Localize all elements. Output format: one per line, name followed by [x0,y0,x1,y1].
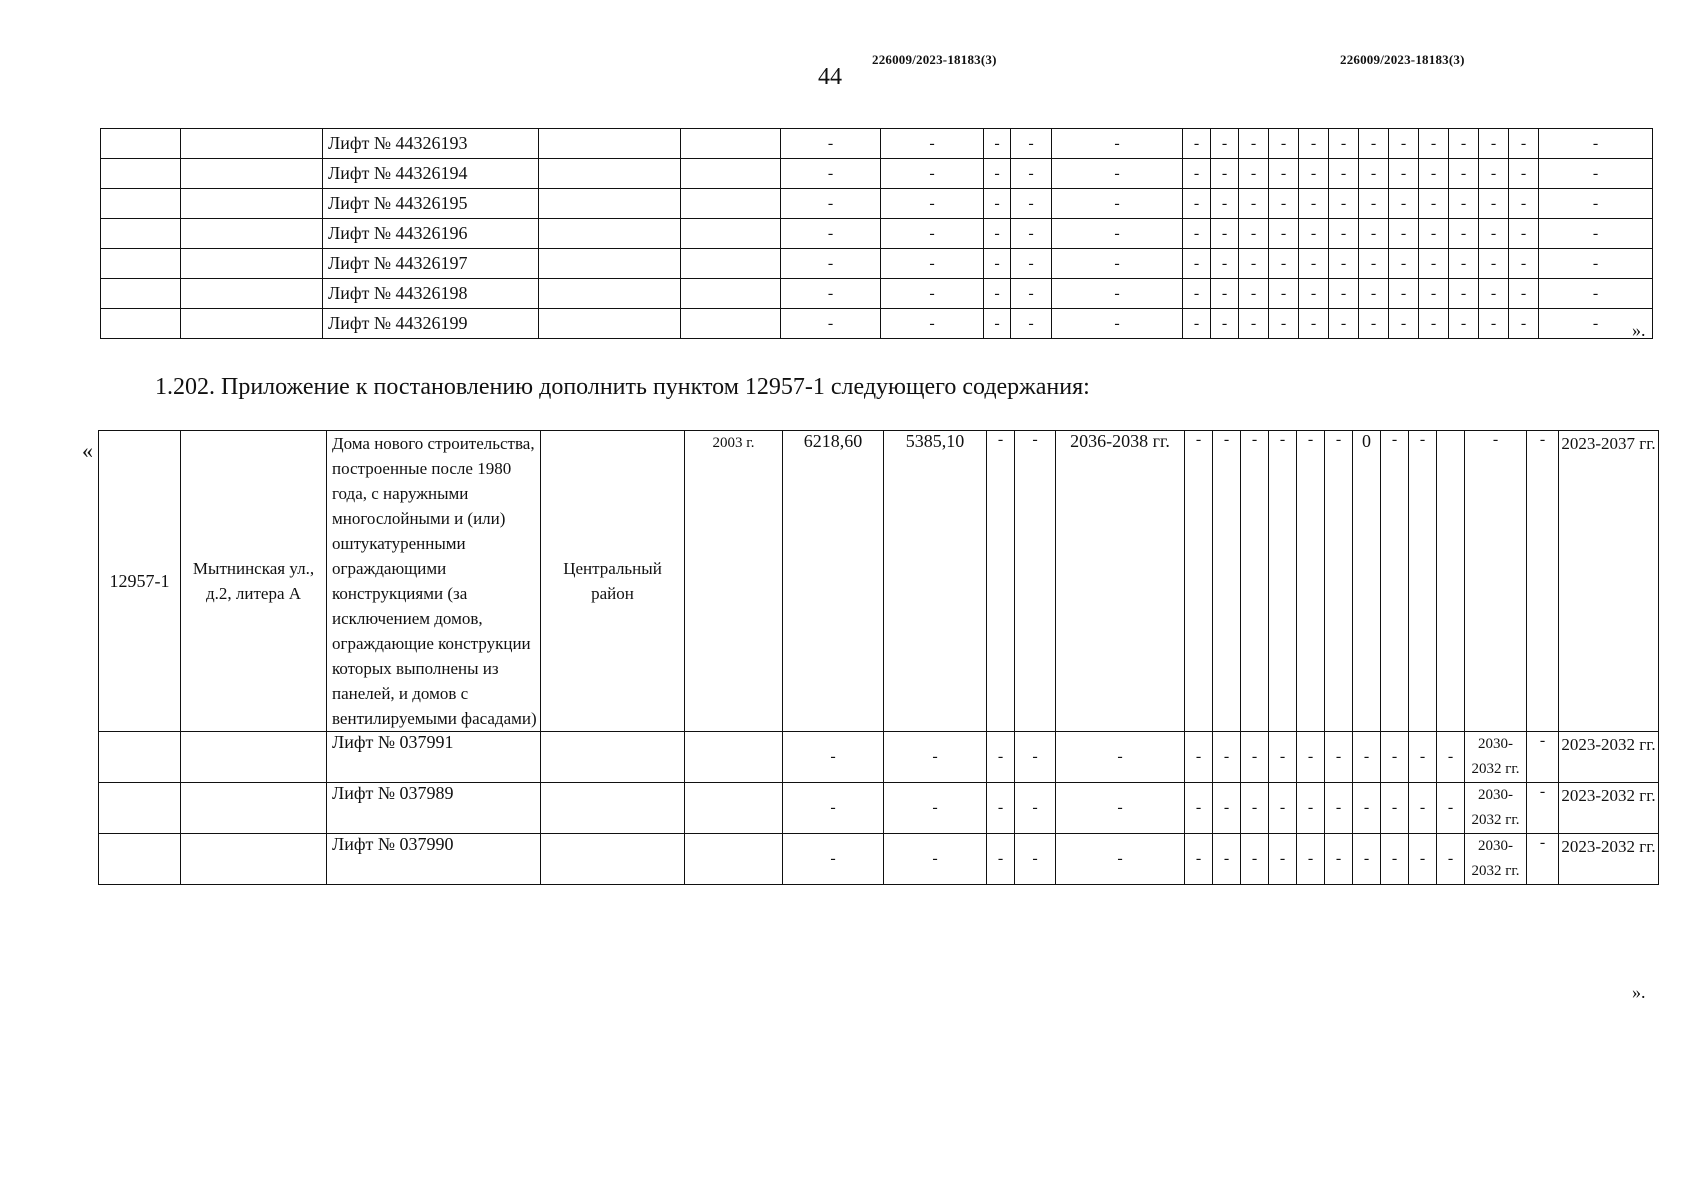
dash-cell: - [1329,249,1359,279]
dash-cell: - [1241,732,1269,783]
empty-cell [181,834,327,885]
dash-cell: - [1359,219,1389,249]
dash-cell: - [881,279,984,309]
empty-cell [99,783,181,834]
dash-cell: - [1056,834,1185,885]
dash-cell: - [1359,249,1389,279]
empty-cell [681,309,781,339]
dash-cell: - [1297,783,1325,834]
lift-row [101,249,1653,279]
dash-cell: - [1409,732,1437,783]
empty-cell [539,219,681,249]
dash-cell: - [1052,309,1183,339]
dash-cell: - [1183,279,1211,309]
dash-cell: - [1359,159,1389,189]
dash-cell: - [984,129,1011,159]
item-building-type: Дома нового строительства, построенные после 1980 года, с наружными многослойными и (или) оштукатуренными ограждающими конструкциями (за исключением домов, ограждающие конструкции которых выполнены из панелей, и домов с вентилируемыми фасадами) [327,431,541,732]
empty-cell [1437,431,1465,732]
dash-cell: - [1449,309,1479,339]
dash-cell: - [1299,129,1329,159]
dash-cell: - [1269,159,1299,189]
dash-cell: - [1269,219,1299,249]
dash-cell: - [1183,129,1211,159]
lift-name: Лифт № 44326194 [323,159,539,189]
dash-cell: - [1539,249,1653,279]
lift-period-a: 2030-2032 гг. [1465,834,1527,885]
dash-cell: - [1449,189,1479,219]
dash-cell: - [1299,159,1329,189]
dash-cell: - [1269,189,1299,219]
dash-cell: - [1329,279,1359,309]
empty-cell [539,189,681,219]
dash-cell: - [1449,219,1479,249]
dash-cell: - [1419,189,1449,219]
dash-cell: - [1269,834,1297,885]
dash-cell: - [1381,834,1409,885]
dash-cell: - [1299,219,1329,249]
dash-cell: - [1527,783,1559,834]
empty-cell [681,219,781,249]
document-id-left: 226009/2023-18183(3) [872,52,997,67]
dash-cell: - [1479,129,1509,159]
empty-cell [685,732,783,783]
dash-cell: - [1539,309,1653,339]
dash-cell: - [781,279,881,309]
dash-cell: - [1479,219,1509,249]
empty-cell [181,159,323,189]
dash-cell: - [1211,279,1239,309]
dash-cell: - [1479,249,1509,279]
dash-cell: - [1269,279,1299,309]
dash-cell: - [1449,159,1479,189]
dash-cell: - [781,309,881,339]
dash-cell: - [881,309,984,339]
dash-cell: - [1052,249,1183,279]
dash-cell: - [1185,431,1213,732]
lift-row [99,834,1659,885]
dash-cell: - [1479,159,1509,189]
dash-cell: - [1211,219,1239,249]
lift-name: Лифт № 44326197 [323,249,539,279]
dash-cell: - [881,189,984,219]
dash-cell: - [1015,783,1056,834]
dash-cell: - [1329,159,1359,189]
dash-cell: - [1015,431,1056,732]
empty-cell [685,783,783,834]
lift-name: Лифт № 44326199 [323,309,539,339]
dash-cell: - [1011,279,1052,309]
lift-name: Лифт № 44326198 [323,279,539,309]
dash-cell: - [1539,219,1653,249]
dash-cell: - [1241,783,1269,834]
dash-cell: - [1239,249,1269,279]
dash-cell: - [1052,279,1183,309]
dash-cell: - [1213,834,1241,885]
empty-cell [101,279,181,309]
dash-cell: - [1381,431,1409,732]
dash-cell: - [1539,129,1653,159]
dash-cell: - [1359,309,1389,339]
empty-cell [99,834,181,885]
dash-cell: - [1299,249,1329,279]
lift-name: Лифт № 44326196 [323,219,539,249]
dash-cell: - [1359,189,1389,219]
dash-cell: - [1011,129,1052,159]
dash-cell: - [1183,309,1211,339]
dash-cell: - [987,783,1015,834]
dash-cell: - [1213,732,1241,783]
dash-cell: - [881,249,984,279]
dash-cell: - [984,189,1011,219]
empty-cell [181,219,323,249]
dash-cell: - [1211,129,1239,159]
lift-row [101,159,1653,189]
dash-cell: - [1211,189,1239,219]
dash-cell: - [984,279,1011,309]
dash-cell: - [1297,834,1325,885]
lift-row [101,189,1653,219]
dash-cell: - [1465,431,1527,732]
dash-cell: - [1183,159,1211,189]
lift-period-b: 2023-2032 гг. [1559,834,1659,885]
dash-cell: - [1325,431,1353,732]
dash-cell: - [1527,431,1559,732]
empty-cell [181,732,327,783]
dash-cell: - [1299,279,1329,309]
dash-cell: - [1269,783,1297,834]
empty-cell [181,783,327,834]
dash-cell: - [1419,159,1449,189]
dash-cell: - [1297,732,1325,783]
dash-cell: - [1299,189,1329,219]
empty-cell [101,159,181,189]
dash-cell: - [984,219,1011,249]
dash-cell: - [1479,279,1509,309]
empty-cell [685,834,783,885]
item-area-total: 6218,60 [783,431,884,732]
dash-cell: - [1381,732,1409,783]
dash-cell: - [884,834,987,885]
dash-cell: - [1011,189,1052,219]
dash-cell: - [881,219,984,249]
dash-cell: - [1213,431,1241,732]
dash-cell: - [781,249,881,279]
dash-cell: - [1211,309,1239,339]
dash-cell: - [1509,279,1539,309]
dash-cell: - [1011,249,1052,279]
dash-cell: - [1269,431,1297,732]
empty-cell [541,732,685,783]
dash-cell: - [1269,129,1299,159]
dash-cell: - [1239,219,1269,249]
dash-cell: - [1239,129,1269,159]
dash-cell: - [1389,159,1419,189]
dash-cell: - [1479,189,1509,219]
lift-period-b: 2023-2032 гг. [1559,732,1659,783]
dash-cell: - [1056,783,1185,834]
dash-cell: - [1052,219,1183,249]
dash-cell: - [1479,309,1509,339]
dash-cell: - [1509,159,1539,189]
section-paragraph: 1.202. Приложение к постановлению дополнить пунктом 12957-1 следующего содержания: [155,374,1090,400]
dash-cell: - [1389,129,1419,159]
empty-cell [541,834,685,885]
lift-name: Лифт № 44326195 [323,189,539,219]
dash-cell: - [884,732,987,783]
empty-cell [181,129,323,159]
dash-cell: - [1539,279,1653,309]
empty-cell [539,129,681,159]
lift-row [101,279,1653,309]
dash-cell: - [1389,279,1419,309]
dash-cell: - [1185,732,1213,783]
page-number: 44 [818,64,842,90]
zero-cell: 0 [1353,431,1381,732]
dash-cell: - [984,309,1011,339]
dash-cell: - [1329,189,1359,219]
dash-cell: - [1539,159,1653,189]
dash-cell: - [1239,159,1269,189]
dash-cell: - [1359,279,1389,309]
dash-cell: - [1419,309,1449,339]
dash-cell: - [1269,732,1297,783]
dash-cell: - [987,834,1015,885]
dash-cell: - [1353,834,1381,885]
dash-cell: - [1409,834,1437,885]
lift-row [101,309,1653,339]
dash-cell: - [1052,159,1183,189]
item-period: 2036-2038 гг. [1056,431,1185,732]
dash-cell: - [1241,834,1269,885]
empty-cell [99,732,181,783]
dash-cell: - [1239,309,1269,339]
dash-cell: - [1183,189,1211,219]
dash-cell: - [1409,783,1437,834]
dash-cell: - [781,129,881,159]
lift-name: Лифт № 037989 [327,783,541,834]
dash-cell: - [881,129,984,159]
empty-cell [181,189,323,219]
dash-cell: - [781,159,881,189]
dash-cell: - [1239,189,1269,219]
empty-cell [681,159,781,189]
dash-cell: - [1509,219,1539,249]
dash-cell: - [781,219,881,249]
dash-cell: - [1299,309,1329,339]
dash-cell: - [1241,431,1269,732]
empty-cell [681,249,781,279]
dash-cell: - [1389,219,1419,249]
empty-cell [101,129,181,159]
dash-cell: - [987,431,1015,732]
lift-period-b: 2023-2032 гг. [1559,783,1659,834]
empty-cell [539,309,681,339]
dash-cell: - [1409,431,1437,732]
dash-cell: - [1015,834,1056,885]
empty-cell [539,249,681,279]
empty-cell [101,219,181,249]
table2-main-row [99,431,1659,732]
dash-cell: - [1527,834,1559,885]
empty-cell [541,783,685,834]
dash-cell: - [1437,783,1465,834]
empty-cell [181,249,323,279]
table2-closing-quote: ». [1632,982,1646,1002]
dash-cell: - [1325,834,1353,885]
empty-cell [539,279,681,309]
lift-name: Лифт № 44326193 [323,129,539,159]
dash-cell: - [1052,129,1183,159]
dash-cell: - [1329,129,1359,159]
dash-cell: - [881,159,984,189]
dash-cell: - [884,783,987,834]
lift-row [99,732,1659,783]
dash-cell: - [781,189,881,219]
dash-cell: - [1329,309,1359,339]
dash-cell: - [1297,431,1325,732]
empty-cell [681,279,781,309]
dash-cell: - [1269,309,1299,339]
table2-opening-quote: « [82,438,93,463]
dash-cell: - [783,783,884,834]
lift-table-continuation [100,128,1653,339]
dash-cell: - [1527,732,1559,783]
dash-cell: - [1325,732,1353,783]
dash-cell: - [1449,249,1479,279]
item-final-period: 2023-2037 гг. [1559,431,1659,732]
dash-cell: - [1509,249,1539,279]
empty-cell [101,309,181,339]
dash-cell: - [1269,249,1299,279]
document-id-right: 226009/2023-18183(3) [1340,52,1465,67]
dash-cell: - [1419,279,1449,309]
dash-cell: - [1389,309,1419,339]
item-address: Мытнинская ул., д.2, литера А [181,431,327,732]
dash-cell: - [1449,279,1479,309]
item-number: 12957-1 [99,431,181,732]
dash-cell: - [783,834,884,885]
dash-cell: - [1389,249,1419,279]
dash-cell: - [1419,219,1449,249]
dash-cell: - [1353,732,1381,783]
dash-cell: - [1183,219,1211,249]
dash-cell: - [984,249,1011,279]
item-year: 2003 г. [685,431,783,732]
dash-cell: - [1325,783,1353,834]
dash-cell: - [987,732,1015,783]
dash-cell: - [1011,219,1052,249]
empty-cell [101,249,181,279]
lift-name: Лифт № 037991 [327,732,541,783]
dash-cell: - [1011,309,1052,339]
dash-cell: - [1359,129,1389,159]
empty-cell [101,189,181,219]
dash-cell: - [1389,189,1419,219]
lift-period-a: 2030-2032 гг. [1465,732,1527,783]
lift-row [101,219,1653,249]
dash-cell: - [1011,159,1052,189]
dash-cell: - [783,732,884,783]
lift-name: Лифт № 037990 [327,834,541,885]
empty-cell [181,279,323,309]
dash-cell: - [1353,783,1381,834]
dash-cell: - [1015,732,1056,783]
dash-cell: - [1381,783,1409,834]
dash-cell: - [1437,732,1465,783]
dash-cell: - [1239,279,1269,309]
dash-cell: - [1329,219,1359,249]
dash-cell: - [1052,189,1183,219]
dash-cell: - [984,159,1011,189]
lift-row [101,129,1653,159]
lift-period-a: 2030-2032 гг. [1465,783,1527,834]
dash-cell: - [1211,159,1239,189]
dash-cell: - [1509,309,1539,339]
item-area-living: 5385,10 [884,431,987,732]
empty-cell [539,159,681,189]
dash-cell: - [1185,834,1213,885]
table1-closing-quote: ». [1632,320,1646,340]
dash-cell: - [1539,189,1653,219]
empty-cell [681,189,781,219]
empty-cell [681,129,781,159]
dash-cell: - [1183,249,1211,279]
dash-cell: - [1419,129,1449,159]
dash-cell: - [1213,783,1241,834]
empty-cell [181,309,323,339]
dash-cell: - [1449,129,1479,159]
dash-cell: - [1211,249,1239,279]
lift-row [99,783,1659,834]
item-district: Центральный район [541,431,685,732]
dash-cell: - [1185,783,1213,834]
dash-cell: - [1509,189,1539,219]
dash-cell: - [1419,249,1449,279]
dash-cell: - [1056,732,1185,783]
dash-cell: - [1437,834,1465,885]
dash-cell: - [1509,129,1539,159]
lift-table-new-item [98,430,1659,885]
